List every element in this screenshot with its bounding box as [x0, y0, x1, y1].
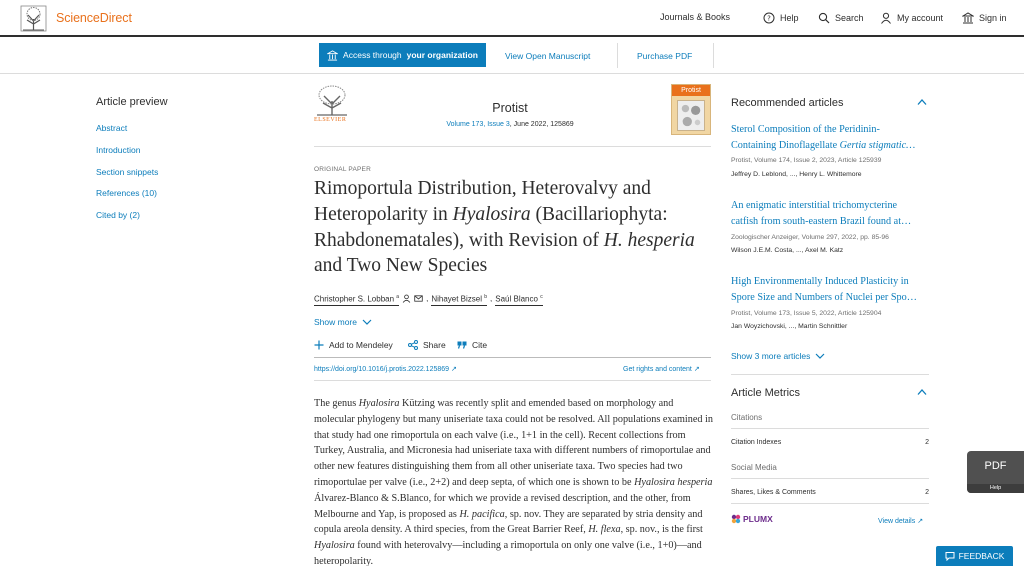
view-open-manuscript-link[interactable]: View Open Manuscript — [505, 51, 591, 61]
institution-icon — [327, 50, 338, 61]
chevron-up-icon[interactable] — [916, 98, 928, 106]
pdf-help-float-button[interactable] — [967, 451, 1024, 493]
plumx-logo[interactable] — [731, 514, 773, 524]
institution-icon — [962, 12, 974, 24]
citation-indexes-row — [731, 439, 929, 446]
nav-sign-in-label: Sign in — [979, 13, 1007, 23]
recommended-article-authors: Wilson J.E.M. Costa, ..., Axel M. Katz — [731, 247, 844, 254]
shares-row — [731, 489, 929, 496]
chevron-down-icon — [815, 353, 825, 359]
metrics-divider — [731, 503, 929, 504]
access-bold: your organization — [406, 50, 478, 60]
nav-my-account[interactable] — [880, 12, 943, 24]
search-icon — [818, 12, 830, 24]
help-label: Help — [967, 484, 1024, 493]
abstract-part: The genus — [314, 398, 359, 409]
author-affiliation: a — [396, 294, 400, 300]
pdf-label: PDF — [984, 460, 1007, 472]
recommended-article-meta: Protist, Volume 173, Issue 5, 2022, Article 125904 — [731, 310, 882, 317]
nav-journals-books[interactable] — [660, 12, 730, 22]
author-name: Saúl Blanco — [495, 294, 538, 304]
citations-label: Citations — [731, 413, 763, 422]
recommended-article-title[interactable] — [731, 198, 931, 229]
recommended-article-meta: Protist, Volume 174, Issue 2, 2023, Article 125939 — [731, 157, 882, 164]
view-details-text: View details — [878, 518, 916, 525]
chevron-down-icon — [362, 319, 372, 325]
cite-label: Cite — [472, 340, 488, 350]
actions-divider — [314, 357, 711, 358]
access-prefix: Access through — [343, 50, 402, 60]
article-metrics-heading: Article Metrics — [731, 387, 801, 399]
title-part: and Two New Species — [314, 255, 488, 277]
person-icon — [880, 12, 892, 24]
rec-title-line: catfish from south-eastern Brazil found at… — [731, 215, 912, 227]
doi-text: https://doi.org/10.1016/j.protis.2022.125869 — [314, 366, 450, 373]
rec-title-line: Spore Size and Numbers of Nuclei per Spo… — [731, 291, 917, 303]
access-through-organization-button[interactable] — [319, 43, 486, 67]
abstract-italic: Hyalosira hesperia — [634, 476, 713, 488]
author-affiliation: c — [540, 294, 543, 300]
journal-title[interactable]: Protist — [492, 101, 528, 115]
recommended-article-title[interactable] — [731, 122, 931, 153]
recommended-article-authors: Jeffrey D. Leblond, ..., Henry L. Whittemore — [731, 171, 862, 178]
rec-title-line: Sterol Composition of the Peridinin- — [731, 124, 880, 135]
nav-journals-books-label: Journals & Books — [660, 12, 731, 22]
chat-bubble-icon — [945, 551, 955, 561]
external-link-icon: ↗ — [917, 518, 924, 525]
recommended-article-authors: Jan Woyzichovski, ..., Martin Schnittler — [731, 323, 848, 330]
sciencedirect-brand[interactable]: ScienceDirect — [56, 11, 132, 25]
shares-value: 2 — [925, 489, 929, 496]
person-icon[interactable] — [402, 294, 411, 303]
preview-link-abstract[interactable]: Abstract — [96, 123, 128, 133]
chevron-up-icon[interactable] — [916, 388, 928, 396]
elsevier-wordmark: ELSEVIER — [314, 117, 347, 123]
cite-button[interactable] — [457, 340, 487, 350]
title-part: (Bacillariophyta: Rhabdonematales), with Revision of — [314, 203, 668, 251]
author-link[interactable] — [314, 292, 399, 306]
article-title — [314, 176, 714, 279]
author-separator: , — [490, 294, 493, 304]
recommended-articles-heading: Recommended articles — [731, 97, 844, 109]
journal-meta — [400, 121, 620, 128]
nav-my-account-label: My account — [897, 13, 944, 23]
journal-date-article: , June 2022, 125869 — [509, 121, 574, 128]
author-affiliation: b — [484, 294, 488, 300]
elsevier-tree-logo-icon[interactable] — [20, 5, 47, 32]
preview-link-section-snippets[interactable]: Section snippets — [96, 167, 159, 177]
show-more-articles-label: Show 3 more articles — [731, 351, 811, 361]
citation-indexes-value: 2 — [925, 439, 929, 446]
rec-title-line: An enigmatic interstitial trichomycterine — [731, 200, 898, 211]
journal-cover-thumbnail[interactable] — [671, 84, 711, 135]
external-link-icon: ↗ — [451, 366, 457, 373]
abstract-italic: Hyalosira — [358, 398, 400, 409]
header-divider — [314, 146, 711, 147]
cover-image — [677, 100, 705, 131]
abstract-text — [314, 396, 714, 566]
feedback-label: FEEDBACK — [958, 551, 1005, 561]
get-rights-text: Get rights and content — [623, 366, 692, 373]
show-more-button[interactable] — [314, 317, 372, 327]
abstract-italic: H. pacifica — [459, 508, 505, 520]
rec-title-italic: Gertia stigmatic… — [839, 139, 916, 151]
plumx-flower-icon — [731, 514, 741, 524]
author-name: Nihayet Bizsel — [431, 294, 482, 304]
rec-title-line: High Environmentally Induced Plasticity in — [731, 276, 909, 287]
top-header — [0, 0, 1024, 37]
abstract-part: Álvarez-Blanco & S.Blanco, for which we provide a revised description, and the other, from Melbourne and Yap, is proposed as — [314, 492, 691, 520]
doi-link[interactable] — [314, 365, 457, 373]
recommended-article-meta: Zoologischer Anzeiger, Volume 297, 2022, pp. 85-96 — [731, 234, 889, 241]
recommended-article-title[interactable] — [731, 274, 931, 305]
author-link[interactable] — [495, 292, 542, 306]
add-to-mendeley-button[interactable] — [314, 340, 393, 350]
abstract-italic: H. flexa — [588, 524, 621, 536]
doi-divider — [314, 380, 711, 381]
add-to-mendeley-label: Add to Mendeley — [329, 340, 393, 350]
share-icon — [408, 340, 418, 350]
title-italic: Hyalosira — [452, 203, 531, 225]
divider — [713, 43, 714, 68]
nav-search-label: Search — [835, 13, 864, 23]
shares-label: Shares, Likes & Comments — [731, 489, 816, 496]
title-part: Rimoportula Distribution, Heterovalvy and Heteropolarity in — [314, 178, 651, 225]
author-link[interactable] — [431, 292, 487, 306]
metrics-divider — [731, 428, 929, 429]
view-details-link[interactable] — [878, 517, 923, 525]
rec-title-line — [731, 138, 931, 154]
nav-sign-in[interactable] — [962, 12, 1007, 24]
svg-text:?: ? — [767, 14, 771, 23]
author-separator: , — [426, 294, 429, 304]
plumx-text: PLUMX — [743, 514, 773, 524]
get-rights-link[interactable] — [623, 365, 700, 373]
nav-help-label: Help — [780, 13, 799, 23]
preview-link-cited-by[interactable]: Cited by (2) — [96, 210, 140, 220]
title-italic: H. hesperia — [603, 229, 695, 251]
abstract-part: Kützing was recently split and emended based on morphology and molecular phylogeny but many uniseriate taxa could not be resolved. All populations examined in that study had one rimoportula on each valve (i.e., 1+1 in the cell). Recent collections from Turkey, Australia, and Micronesia had uniseriate taxa with different numbers of rimoportulae and other new features distinguishing them from all other uniseriate taxa. Two species had two rimoportulae per valve (i.e., 2+2) and deep septa, of which one is shown to be — [314, 398, 713, 488]
divider — [617, 43, 618, 68]
abstract-part: , sp. nov. They are separated by stria density and copula areola density. A third species, from the Great Barrier Reef, — [314, 508, 703, 536]
section-divider — [731, 374, 929, 375]
quote-icon — [457, 340, 467, 350]
preview-link-introduction[interactable]: Introduction — [96, 145, 141, 155]
author-list — [314, 292, 543, 306]
envelope-icon[interactable] — [414, 294, 423, 303]
volume-issue-link[interactable]: Volume 173, Issue 3 — [446, 121, 510, 128]
plus-icon — [314, 340, 324, 350]
share-label: Share — [423, 340, 446, 350]
social-media-label: Social Media — [731, 463, 777, 472]
feedback-button[interactable] — [936, 546, 1013, 566]
author-name: Christopher S. Lobban — [314, 294, 395, 304]
abstract-part: , sp. nov., is the first — [620, 524, 703, 536]
show-more-articles-button[interactable] — [731, 351, 825, 361]
share-button[interactable] — [408, 340, 446, 350]
article-type: ORIGINAL PAPER — [314, 166, 371, 173]
help-circle-icon — [763, 12, 775, 24]
rec-title-text: Containing Dinoflagellate — [731, 139, 840, 151]
show-more-label: Show more — [314, 317, 357, 327]
nav-help[interactable] — [763, 12, 799, 24]
abstract-part: found with heterovalvy—including a rimoportula on only one valve (i.e., 1+0)—and heteropolarity. — [314, 540, 702, 566]
preview-link-references[interactable]: References (10) — [96, 188, 157, 198]
cover-micrograph-icon — [678, 101, 704, 130]
metrics-divider — [731, 478, 929, 479]
nav-search[interactable] — [818, 12, 864, 24]
cover-label: Protist — [672, 85, 710, 96]
citation-indexes-label: Citation Indexes — [731, 439, 782, 446]
abstract-italic: Hyalosira — [314, 540, 355, 552]
article-preview-heading: Article preview — [96, 96, 168, 108]
external-link-icon: ↗ — [693, 366, 700, 373]
purchase-pdf-link[interactable]: Purchase PDF — [637, 51, 693, 61]
access-bar — [0, 38, 1024, 74]
